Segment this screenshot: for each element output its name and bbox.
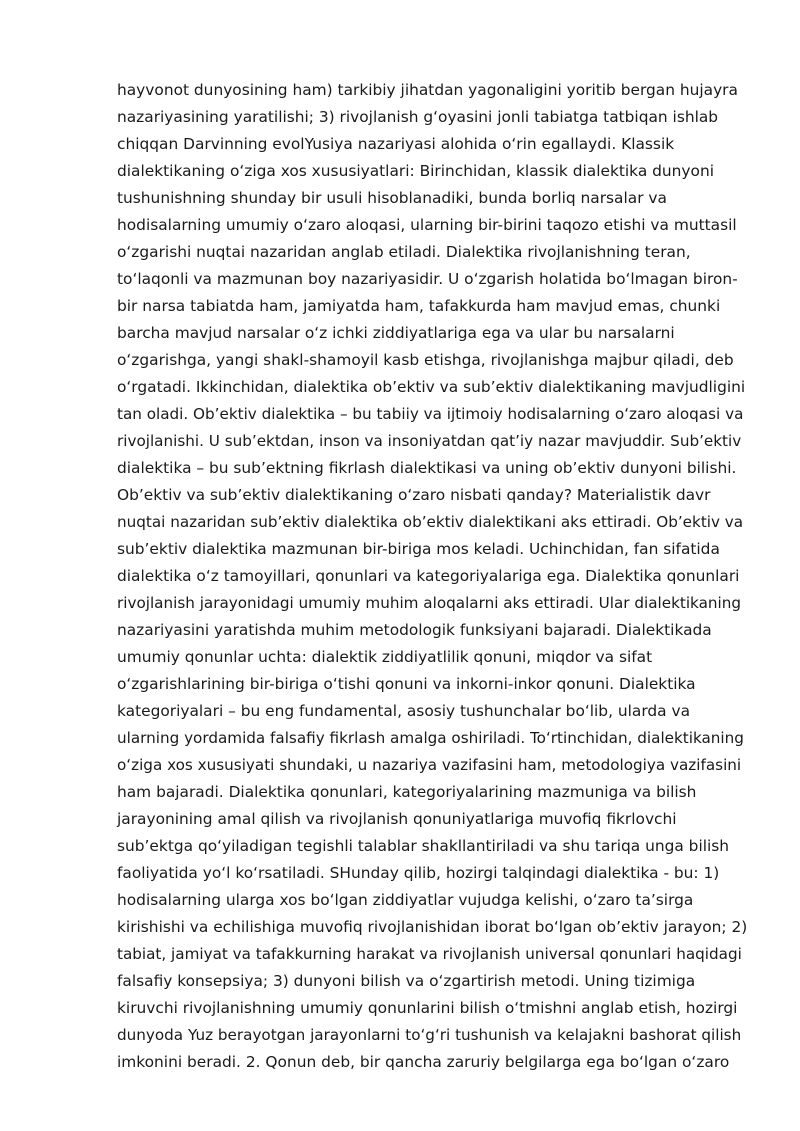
text-line: oʻziga xos xususiyati shundaki, u nazariya vazifasini ham, metodologiya vazifasini: [117, 756, 742, 774]
text-line: bir narsa tabiatda ham, jamiyatda ham, tafakkurda ham mavjud emas, chunki: [117, 297, 721, 315]
text-line: faoliyatida yoʻl koʻrsatiladi. SHunday qilib, hozirgi talqindagi dialektika - bu: 1): [117, 864, 720, 882]
text-line: hayvonot dunyosining ham) tarkibiy jihatdan yagonaligini yoritib bergan hujayra: [117, 81, 738, 99]
text-line: umumiy qonunlar uchta: dialektik ziddiyatlilik qonuni, miqdor va sifat: [117, 648, 653, 666]
text-line: kirishishi va echilishiga muvofiq rivojlanishidan iborat boʻlgan obʼektiv jarayon; 2): [117, 918, 748, 936]
text-line: dialektikaning oʻziga xos xususiyatlari: Birinchidan, klassik dialektika dunyoni: [117, 162, 714, 180]
text-line: dialektika – bu subʼektning fikrlash dialektikasi va uning obʼektiv dunyoni bilishi.: [117, 459, 737, 477]
text-line: ularning yordamida falsafiy fikrlash amalga oshiriladi. Toʻrtinchidan, dialektikaning: [117, 729, 744, 747]
text-line: jarayonining amal qilish va rivojlanish qonuniyatlariga muvofiq fikrlovchi: [117, 810, 677, 828]
text-line: rivojlanishi. U subʼektdan, inson va insoniyatdan qatʼiy nazar mavjuddir. Subʼektiv: [117, 432, 742, 450]
text-line: dunyoda Yuz berayotgan jarayonlarni toʻgʻri tushunish va kelajakni bashorat qilish: [117, 1026, 742, 1044]
text-line: ham bajaradi. Dialektika qonunlari, kategoriyalarining mazmuniga va bilish: [117, 783, 697, 801]
text-line: oʻzgarishlarining bir-biriga oʻtishi qonuni va inkorni-inkor qonuni. Dialektika: [117, 675, 696, 693]
text-line: toʻlaqonli va mazmunan boy nazariyasidir. U oʻzgarish holatida boʻlmagan biron-: [117, 270, 738, 288]
text-line: oʻzgarishi nuqtai nazaridan anglab etiladi. Dialektika rivojlanishning teran,: [117, 243, 691, 261]
text-line: oʻrgatadi. Ikkinchidan, dialektika obʼektiv va subʼektiv dialektikaning mavjudligini: [117, 378, 746, 396]
body-text: [117, 77, 747, 1076]
text-line: rivojlanish jarayonidagi umumiy muhim aloqalarni aks ettiradi. Ular dialektikaning: [117, 594, 741, 612]
text-line: oʻzgarishga, yangi shakl-shamoyil kasb etishga, rivojlanishga majbur qiladi, deb: [117, 351, 734, 369]
text-line: tushunishning shunday bir usuli hisoblanadiki, bunda borliq narsalar va: [117, 189, 667, 207]
text-line: hodisalarning umumiy oʻzaro aloqasi, ularning bir-birini taqozo etishi va muttasil: [117, 216, 737, 234]
text-line: subʼektga qoʻyiladigan tegishli talablar shakllantiriladi va shu tariqa unga bilish: [117, 837, 730, 855]
text-line: hodisalarning ularga xos boʻlgan ziddiyatlar vujudga kelishi, oʻzaro taʼsirga: [117, 891, 694, 909]
text-line: subʼektiv dialektika mazmunan bir-biriga mos keladi. Uchinchidan, fan sifatida: [117, 540, 720, 558]
text-line: dialektika oʻz tamoyillari, qonunlari va kategoriyalariga ega. Dialektika qonunlari: [117, 567, 740, 585]
text-line: tabiat, jamiyat va tafakkurning harakat va rivojlanish universal qonunlari haqidagi: [117, 945, 742, 963]
text-line: barcha mavjud narsalar oʻz ichki ziddiyatlariga ega va ular bu narsalarni: [117, 324, 675, 342]
text-line: falsafiy konsepsiya; 3) dunyoni bilish va oʻzgartirish metodi. Uning tizimiga: [117, 972, 696, 990]
text-line: tan oladi. Obʼektiv dialektika – bu tabiiy va ijtimoiy hodisalarning oʻzaro aloqasi va: [117, 405, 744, 423]
text-line: chiqqan Darvinning evolYusiya nazariyasi alohida oʻrin egallaydi. Klassik: [117, 135, 675, 153]
text-line: nuqtai nazaridan subʼektiv dialektika obʼektiv dialektikani aks ettiradi. Obʼektiv va: [117, 513, 744, 531]
text-line: Obʼektiv va subʼektiv dialektikaning oʻzaro nisbati qanday? Materialistik davr: [117, 486, 711, 504]
text-line: kategoriyalari – bu eng fundamental, asosiy tushunchalar boʻlib, ularda va: [117, 702, 691, 720]
text-line: nazariyasining yaratilishi; 3) rivojlanish gʻoyasini jonli tabiatga tatbiqan ishlab: [117, 108, 719, 126]
text-line: kiruvchi rivojlanishning umumiy qonunlarini bilish oʻtmishni anglab etish, hozirgi: [117, 999, 738, 1017]
text-line: imkonini beradi. 2. Qonun deb, bir qancha zaruriy belgilarga ega boʻlgan oʻzaro: [117, 1053, 730, 1071]
text-line: nazariyasini yaratishda muhim metodologik funksiyani bajaradi. Dialektikada: [117, 621, 712, 639]
